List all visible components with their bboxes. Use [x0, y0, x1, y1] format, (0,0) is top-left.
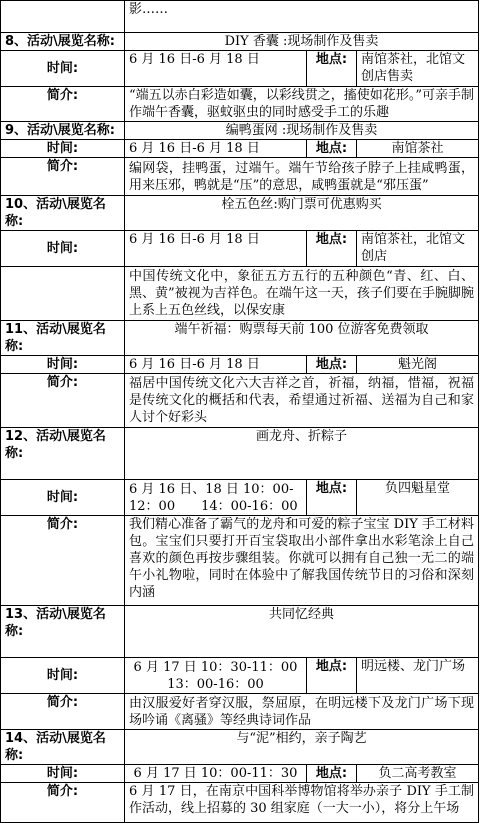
item-header-label: 13、活动\展览名称:	[1, 606, 125, 658]
item-time-row	[1, 231, 479, 267]
item-header-label: 11、活动\展览名称:	[1, 321, 125, 356]
item-name: 画龙舟、折粽子	[125, 428, 479, 480]
item-name: DIY 香囊 :现场制作及售卖	[125, 33, 479, 51]
item-place: 南馆茶社，北馆文创店	[357, 231, 479, 267]
intro-label: 简介:	[1, 783, 125, 823]
time-label: 时间:	[1, 480, 125, 516]
item-header-row	[1, 606, 479, 658]
time-label: 时间:	[1, 51, 125, 87]
item-intro: 我们精心准备了霸气的龙舟和可爱的粽子宝宝 DIY 手工材料包。宝宝们只要打开百宝袋取出小部件拿出水彩笔涂上自己喜欢的颜色再按步骤组装。你就可以拥有自己独一无二的端午小礼物啦，同时在体验中了解我国传统节日的习俗和深刻内涵	[125, 516, 479, 606]
item-time-row	[1, 140, 479, 158]
place-label: 地点:	[307, 51, 357, 87]
place-label: 地点:	[307, 480, 357, 516]
time-label: 时间:	[1, 356, 125, 374]
item-header-row	[1, 33, 479, 51]
time-label: 时间:	[1, 765, 125, 783]
item-name: 与“泥”相约，亲子陶艺	[125, 730, 479, 765]
blank-cell	[1, 1, 125, 33]
intro-label: 简介:	[1, 87, 125, 122]
intro-label: 简介:	[1, 694, 125, 730]
item-time: 6 月 17 日 10：30-11：00 13：00-16：00	[125, 658, 307, 694]
intro-blank-cell	[1, 267, 125, 321]
item-time-row	[1, 51, 479, 87]
item-place: 魁光阁	[357, 356, 479, 374]
item-name: 端午祈福：购票每天前 100 位游客免费领取	[125, 321, 479, 356]
item-intro-row	[1, 267, 479, 321]
item-intro-row	[1, 516, 479, 606]
item-intro-row	[1, 374, 479, 428]
item-place: 南馆茶社，北馆文创店售卖	[357, 51, 479, 87]
item-intro: 6 月 17 日，在南京中国科举博物馆将举办亲子 DIY 手工制作活动，线上招募的 30 组家庭（一大一小），将分上午场	[125, 783, 479, 823]
place-label: 地点:	[307, 231, 357, 267]
intro-label: 简介:	[1, 374, 125, 428]
item-header-label: 9、活动\展览名称:	[1, 122, 125, 140]
top-fragment-text: 影……	[125, 1, 479, 33]
item-time-row	[1, 480, 479, 516]
item-header-row	[1, 428, 479, 480]
item-intro: 福居中国传统文化六大吉祥之首，祈福，纳福，惜福，祝福是传统文化的概括和代表，希望通过祈福、送福为自己和家人讨个好彩头	[125, 374, 479, 428]
item-time: 6 月 16 日-6 月 18 日	[125, 356, 307, 374]
item-header-row	[1, 122, 479, 140]
place-label: 地点:	[307, 140, 357, 158]
item-time-row	[1, 765, 479, 783]
top-fragment-row	[1, 1, 479, 33]
item-header-label: 14、活动\展览名称:	[1, 730, 125, 765]
intro-label: 简介:	[1, 516, 125, 606]
item-time: 6 月 16 日-6 月 18 日	[125, 140, 307, 158]
item-time: 6 月 17 日 10：00-11：30	[125, 765, 307, 783]
item-intro: 编网袋，挂鸭蛋，过端午。端午节给孩子脖子上挂咸鸭蛋，用来压邪，鸭就是“压”的意思，咸鸭蛋就是“邪压蛋”	[125, 158, 479, 196]
item-name: 栓五色丝:购门票可优惠购买	[125, 196, 479, 231]
place-label: 地点:	[307, 356, 357, 374]
item-place: 负四魁星堂	[357, 480, 479, 516]
time-label: 时间:	[1, 231, 125, 267]
item-time: 6 月 16 日、18 日 10：00-12：00 14：00-16：00	[125, 480, 307, 516]
item-name: 共同忆经典	[125, 606, 479, 658]
item-time-row	[1, 356, 479, 374]
item-intro: 中国传统文化中，象征五方五行的五种颜色“青、红、白、黑、黄”被视为吉祥色。在端午这一天，孩子们要在手腕脚腕上系上五色丝线，以保安康	[125, 267, 479, 321]
item-header-row	[1, 321, 479, 356]
item-intro: “端五以赤白彩造如囊，以彩线贯之，搐使如花形。”可亲手制作端午香囊，驱蚊驱虫的同时感受手工的乐趣	[125, 87, 479, 122]
intro-label: 简介:	[1, 158, 125, 196]
item-intro: 由汉服爱好者穿汉服，祭屈原，在明远楼下及龙门广场下现场吟诵《离骚》等经典诗词作品	[125, 694, 479, 730]
item-time: 6 月 16 日-6 月 18 日	[125, 51, 307, 87]
item-intro-row	[1, 783, 479, 823]
place-label: 地点:	[307, 658, 357, 694]
item-header-label: 12、活动\展览名称:	[1, 428, 125, 480]
time-label: 时间:	[1, 658, 125, 694]
item-intro-row	[1, 87, 479, 122]
item-place: 南馆茶社	[357, 140, 479, 158]
item-header-row	[1, 730, 479, 765]
item-intro-row	[1, 158, 479, 196]
item-time-row	[1, 658, 479, 694]
place-label: 地点:	[307, 765, 357, 783]
item-place: 明远楼、龙门广场	[357, 658, 479, 694]
item-intro-row	[1, 694, 479, 730]
item-place: 负二高考教室	[357, 765, 479, 783]
item-time: 6 月 16 日-6 月 18 日	[125, 231, 307, 267]
item-name: 编鸭蛋网 :现场制作及售卖	[125, 122, 479, 140]
item-header-label: 10、活动\展览名称:	[1, 196, 125, 231]
item-header-label: 8、活动\展览名称:	[1, 33, 125, 51]
time-label: 时间:	[1, 140, 125, 158]
item-header-row	[1, 196, 479, 231]
